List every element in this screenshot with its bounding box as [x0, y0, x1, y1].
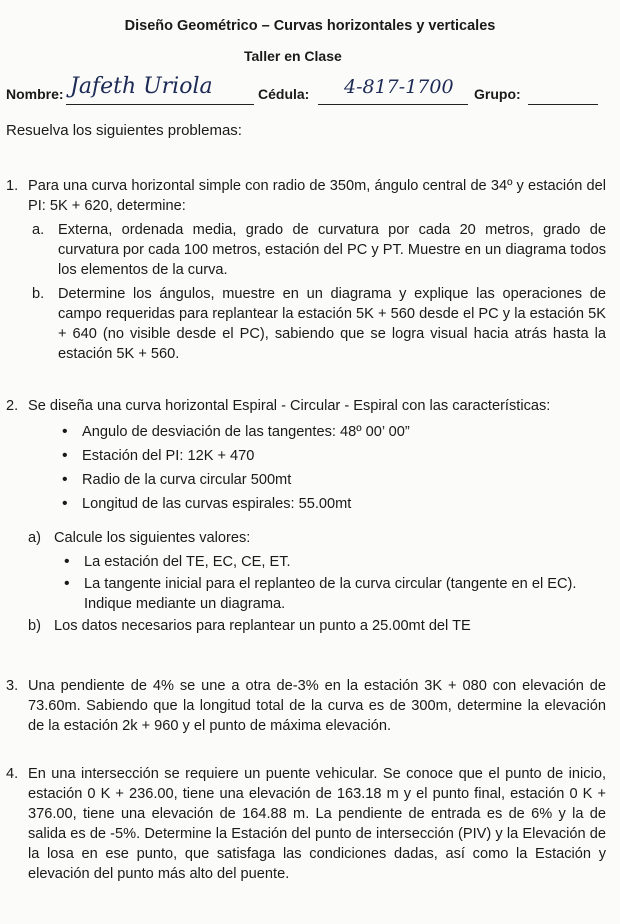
problem-3	[6, 676, 606, 736]
document-subtitle: Taller en Clase	[244, 48, 342, 64]
list-item: • Estación del PI: 12K + 470	[82, 446, 606, 466]
student-info-row	[6, 70, 616, 106]
instructions: Resuelva los siguientes problemas:	[6, 122, 242, 139]
problem-1-item-a-text: Externa, ordenada media, grado de curvatura por cada 20 metros, grado de curvatura por cada 100 metros, estación del PC y PT. Muestre en un diagrama todos los elementos de la curva.	[58, 222, 606, 278]
problem-2-characteristics	[82, 422, 606, 514]
problem-4-number: 4.	[6, 766, 19, 782]
problem-2-item-a-letter: a)	[28, 530, 41, 546]
problem-1-item-b-letter: b.	[32, 286, 45, 302]
group-underline	[528, 104, 598, 105]
problem-1	[6, 176, 606, 364]
name-handwritten: Jafeth Uriola	[70, 74, 213, 99]
list-item: • La tangente inicial para el replanteo de la curva circular (tangente en el EC). Indique mediante un diagrama.	[84, 574, 606, 614]
list-item: • Angulo de desviación de las tangentes: 48º 00’ 00”	[82, 422, 606, 442]
id-handwritten: 4-817-1700	[344, 76, 454, 98]
problem-2-item-b-letter: b)	[28, 618, 41, 634]
problem-3-number: 3.	[6, 678, 19, 694]
problem-1-item-a-letter: a.	[32, 222, 45, 238]
group-label: Grupo:	[474, 86, 521, 102]
problem-2-item-a-text: Calcule los siguientes valores:	[54, 530, 251, 546]
problem-4	[6, 764, 606, 884]
problem-2-item-b	[28, 616, 606, 636]
problem-1-item-a	[32, 220, 606, 280]
id-underline	[318, 104, 468, 105]
problem-1-text: Para una curva horizontal simple con radio de 350m, ángulo central de 34º y estación del PI: 5K + 620, determine:	[28, 178, 606, 214]
list-item: • Longitud de las curvas espirales: 55.00mt	[82, 494, 606, 514]
problem-1-item-b-text: Determine los ángulos, muestre en un diagrama y explique las operaciones de campo requeridas para replantear la estación 5K + 560 desde el PC y la estación 5K + 640 (no visible desde el PC), sabiendo que se logra visual hacia atrás hasta la estación 5K + 560.	[58, 286, 606, 362]
problem-4-text: En una intersección se requiere un puente vehicular. Se conoce que el punto de inicio, estación 0 K + 236.00, tiene una elevación de 163.18 m y el punto final, estación 0 K + 376.00, tiene una elevación de 164.88 m. La pendiente de entrada es de 6% y la de salida es de -5%. Determine la Estación del punto de intersección (PIV) y la Elevación de la losa en ese punto, que satisfaga las condiciones dadas, así como la Estación y elevación del punto más alto del puente.	[28, 766, 606, 882]
problem-2	[6, 396, 606, 636]
id-label: Cédula:	[258, 86, 310, 102]
problem-1-item-b	[32, 284, 606, 364]
problem-3-text: Una pendiente de 4% se une a otra de-3% en la estación 3K + 080 con elevación de 73.60m. Sabiendo que la longitud total de la curva es de 300m, determine la elevación de la estación 2k + 960 y el punto de máxima elevación.	[28, 678, 606, 734]
problem-2-item-b-text: Los datos necesarios para replantear un punto a 25.00mt del TE	[54, 618, 471, 634]
list-item: • Radio de la curva circular 500mt	[82, 470, 606, 490]
problem-2-text: Se diseña una curva horizontal Espiral - Circular - Espiral con las características:	[28, 398, 551, 414]
name-underline	[66, 104, 254, 105]
problem-2-item-a-list	[84, 552, 606, 614]
problem-2-item-a	[28, 528, 606, 548]
problem-2-number: 2.	[6, 398, 19, 414]
document-title: Diseño Geométrico – Curvas horizontales y verticales	[124, 18, 496, 34]
name-label: Nombre:	[6, 86, 64, 102]
problem-1-number: 1.	[6, 178, 19, 194]
list-item: • La estación del TE, EC, CE, ET.	[84, 552, 606, 572]
